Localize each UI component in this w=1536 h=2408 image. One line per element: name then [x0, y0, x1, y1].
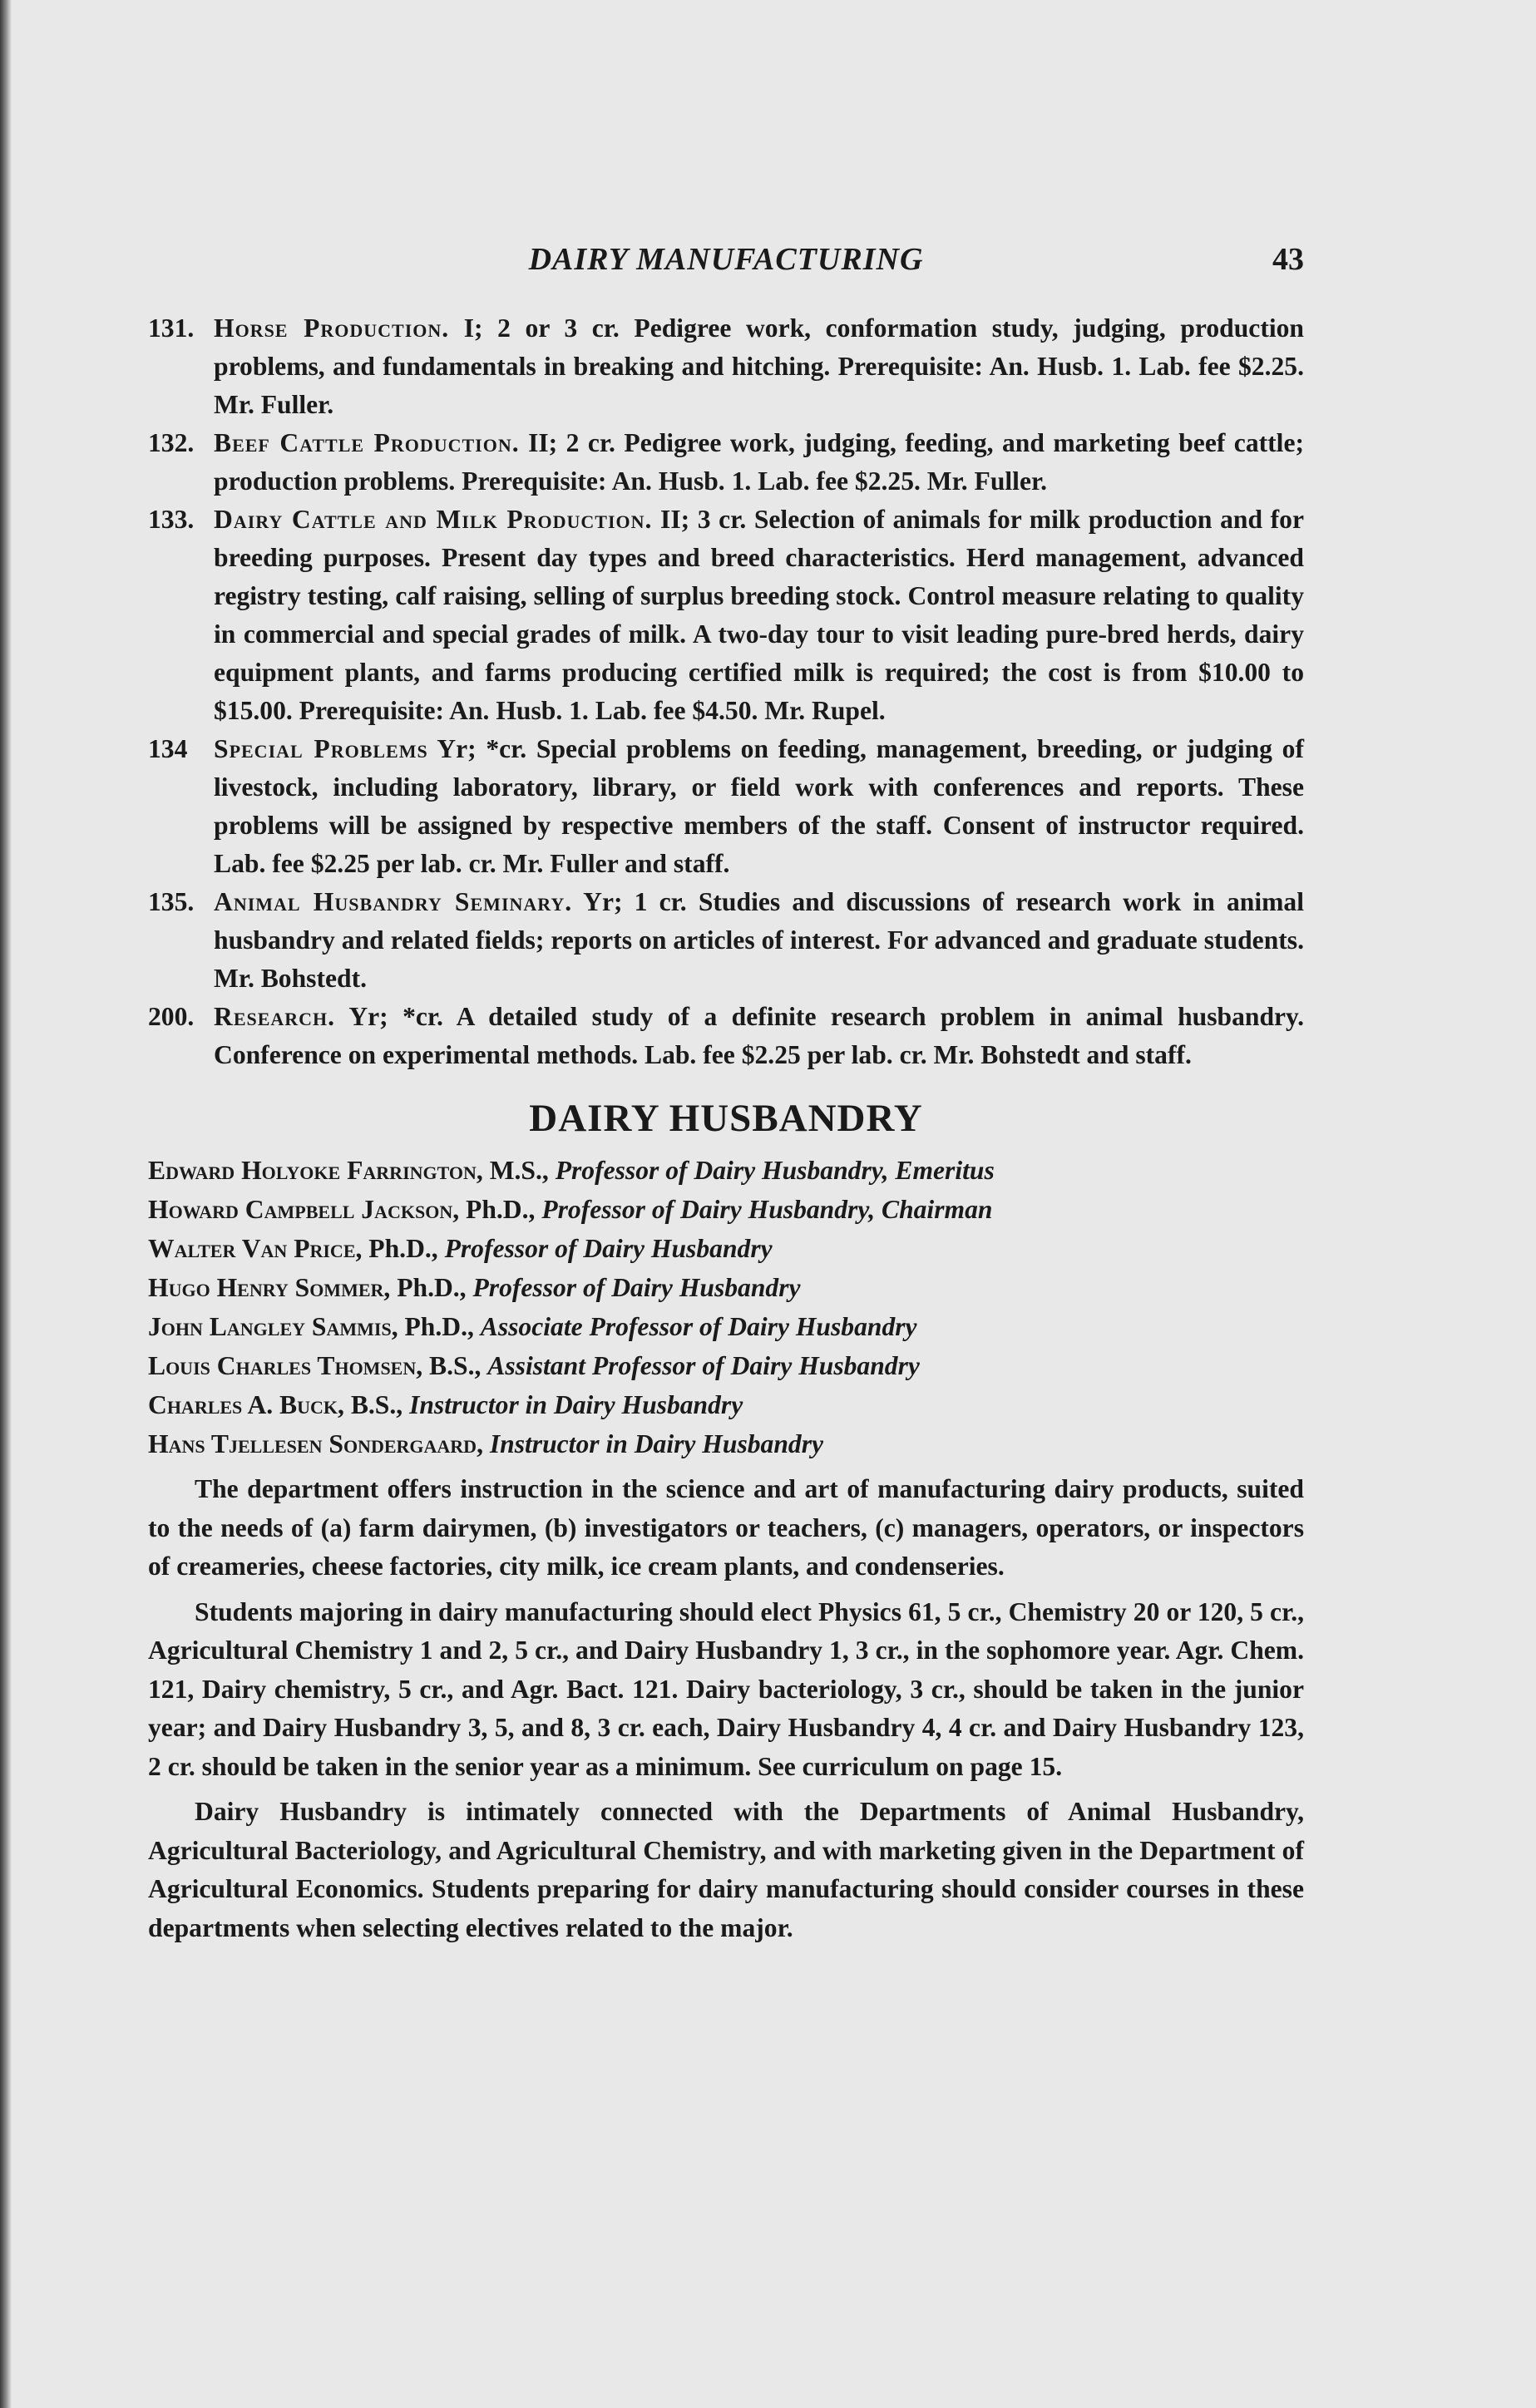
faculty-name: Howard Campbell Jackson — [148, 1195, 453, 1224]
course-number: 131. — [148, 313, 195, 343]
document-page — [148, 241, 1304, 1947]
course-entry — [148, 501, 1304, 730]
course-entry — [148, 998, 1304, 1074]
faculty-degree: , Ph.D., — [452, 1195, 542, 1224]
faculty-degree: , M.S., — [476, 1156, 556, 1185]
course-number: 132. — [148, 428, 195, 457]
course-entry — [148, 730, 1304, 883]
faculty-member — [148, 1268, 1304, 1307]
course-title: Special Problems — [214, 734, 428, 763]
course-description: II; 2 cr. Pedigree work, judging, feeding, and marketing beef cattle; production problems. Prerequisite: An. Husb. 1. Lab. fee $2.25. Mr. Fuller. — [214, 428, 1304, 496]
faculty-title: Professor of Dairy Husbandry, Chairman — [541, 1195, 993, 1224]
body-paragraph: Students majoring in dairy manufacturing should elect Physics 61, 5 cr., Chemistry 20 or 120, 5 cr., Agricultural Chemistry 1 and 2, 5 cr., and Dairy Husbandry 1, 3 cr., in the sophomore year. Agr. Chem. 121, Dairy chemistry, 5 cr., and Agr. Bact. 121. Dairy bacteriology, 3 cr., should be taken in the junior year; and Dairy Husbandry 3, 5, and 8, 3 cr. each, Dairy Husbandry 4, 4 cr. and Dairy Husbandry 123, 2 cr. should be taken in the senior year as a minimum. See curriculum on page 15. — [148, 1596, 1304, 1781]
course-title: Animal Husbandry Seminary. — [214, 887, 573, 916]
faculty-title: Associate Professor of Dairy Husbandry — [480, 1312, 917, 1341]
faculty-degree: , B.S., — [416, 1351, 488, 1380]
faculty-member — [148, 1151, 1304, 1190]
course-number: 135. — [148, 887, 195, 916]
faculty-list — [148, 1151, 1304, 1463]
section-heading: DAIRY HUSBANDRY — [529, 1097, 923, 1140]
faculty-degree: , Ph.D., — [355, 1234, 445, 1263]
faculty-degree: , Ph.D., — [391, 1312, 481, 1341]
course-description: I; 2 or 3 cr. Pedigree work, conformation study, judging, production problems, and fundamentals in breaking and hitching. Prerequisite: An. Husb. 1. Lab. fee $2.25. Mr. Fuller. — [214, 313, 1304, 419]
page-binding-edge — [0, 0, 12, 2408]
faculty-name: Walter Van Price — [148, 1234, 356, 1263]
faculty-title: Professor of Dairy Husbandry — [444, 1234, 773, 1263]
course-number: 133. — [148, 505, 195, 534]
faculty-title: Instructor in Dairy Husbandry — [409, 1390, 743, 1419]
course-entry — [148, 424, 1304, 501]
course-description: Yr; *cr. Special problems on feeding, management, breeding, or judging of livestock, including laboratory, library, or field work with conferences and reports. These problems will be assigned by respective members of the staff. Consent of instructor required. Lab. fee $2.25 per lab. cr. Mr. Fuller and staff. — [214, 734, 1304, 878]
course-description: II; 3 cr. Selection of animals for milk production and for breeding purposes. Present day types and breed characteristics. Herd management, advanced registry testing, calf raising, selling of surplus breeding stock. Control measure relating to quality in commercial and special grades of milk. A two-day tour to visit leading pure-bred herds, dairy equipment plants, and farms producing certified milk is required; the cost is from $10.00 to $15.00. Prerequisite: An. Husb. 1. Lab. fee $4.50. Mr. Rupel. — [214, 505, 1304, 725]
course-title: Horse Production. — [214, 313, 450, 343]
body-paragraph: The department offers instruction in the science and art of manufacturing dairy products, suited to the needs of (a) farm dairymen, (b) investigators or teachers, (c) managers, operators, or inspectors of creameries, cheese factories, city milk, ice cream plants, and condenseries. — [148, 1474, 1304, 1581]
faculty-member — [148, 1346, 1304, 1385]
faculty-member — [148, 1190, 1304, 1229]
body-paragraph: Dairy Husbandry is intimately connected with the Departments of Animal Husbandry, Agricultural Bacteriology, and Agricultural Chemistry, and with marketing given in the Department of Agricultural Economics. Students preparing for dairy manufacturing should consider courses in these departments when selecting electives related to the major. — [148, 1797, 1304, 1942]
faculty-name: Edward Holyoke Farrington — [148, 1156, 477, 1185]
running-header — [148, 241, 1304, 291]
faculty-name: John Langley Sammis — [148, 1312, 392, 1341]
faculty-degree: , Ph.D., — [383, 1273, 473, 1302]
faculty-name: Hans Tjellesen Sondergaard — [148, 1429, 477, 1458]
faculty-title: Assistant Professor of Dairy Husbandry — [487, 1351, 920, 1380]
faculty-member — [148, 1385, 1304, 1424]
course-entry — [148, 309, 1304, 424]
course-description: Yr; *cr. A detailed study of a definite research problem in animal husbandry. Conference on experimental methods. Lab. fee $2.25 per lab. cr. Mr. Bohstedt and staff. — [214, 1002, 1304, 1069]
course-description: Yr; 1 cr. Studies and discussions of research work in animal husbandry and related fields; reports on articles of interest. For advanced and graduate students. Mr. Bohstedt. — [214, 887, 1304, 993]
faculty-title: Professor of Dairy Husbandry — [472, 1273, 801, 1302]
faculty-title: Instructor in Dairy Husbandry — [489, 1429, 824, 1458]
faculty-member — [148, 1424, 1304, 1463]
faculty-name: Louis Charles Thomsen — [148, 1351, 417, 1380]
course-number: 134 — [148, 734, 188, 763]
course-title: Dairy Cattle and Milk Production. — [214, 505, 653, 534]
course-entry — [148, 883, 1304, 998]
faculty-name: Hugo Henry Sommer — [148, 1273, 384, 1302]
faculty-name: Charles A. Buck — [148, 1390, 338, 1419]
running-title: DAIRY MANUFACTURING — [528, 242, 924, 277]
faculty-member — [148, 1307, 1304, 1346]
faculty-degree: , B.S., — [338, 1390, 410, 1419]
course-list — [148, 309, 1304, 1074]
course-number: 200. — [148, 1002, 195, 1031]
faculty-degree: , — [477, 1429, 490, 1458]
course-title: Research. — [214, 1002, 336, 1031]
faculty-member — [148, 1229, 1304, 1268]
faculty-title: Professor of Dairy Husbandry, Emeritus — [555, 1156, 995, 1185]
page-number: 43 — [1272, 242, 1304, 277]
course-title: Beef Cattle Production. — [214, 428, 520, 457]
